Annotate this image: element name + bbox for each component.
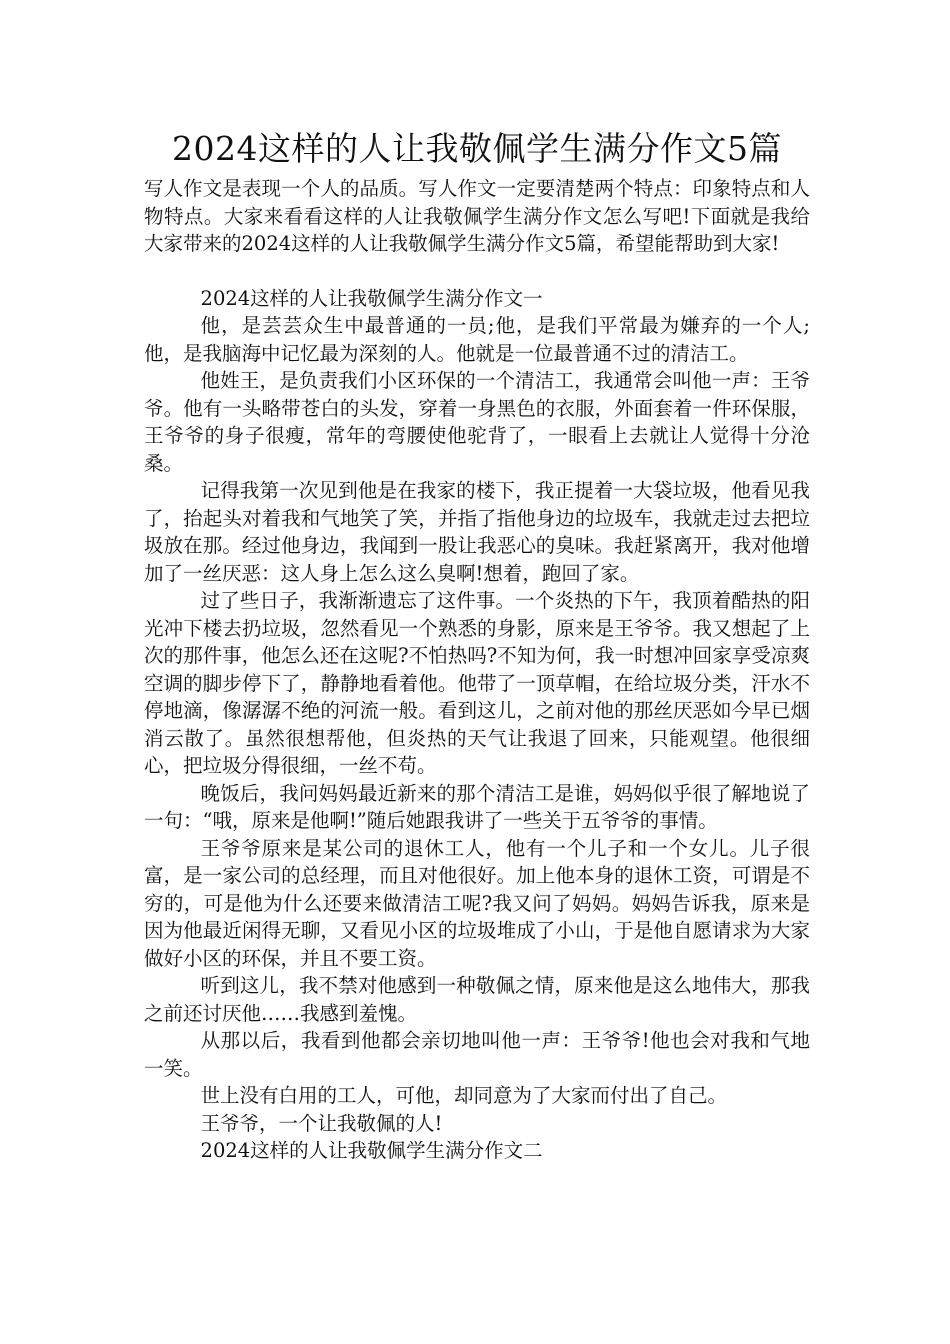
essay-paragraph: 他姓王，是负责我们小区环保的一个清洁工，我通常会叫他一声：王爷爷。他有一头略带苍白的头发，穿着一身黑色的衣服，外面套着一件环保服，王爷爷的身子很瘦，常年的弯腰使他驼背了，一眼看上去就让人觉得十分沧桑。 [144, 369, 810, 475]
essay-paragraph: 记得我第一次见到他是在我家的楼下，我正提着一大袋垃圾，他看见我了，抬起头对着我和气地笑了笑，并指了指他身边的垃圾车，我就走过去把垃圾放在那。经过他身边，我闻到一股让我恶心的臭味。我赶紧离开，我对他增加了一丝厌恶：这人身上怎么这么臭啊!想着，跑回了家。 [144, 479, 810, 585]
essay-paragraph: 从那以后，我看到他都会亲切地叫他一声：王爷爷!他也会对我和气地一笑。 [144, 1029, 810, 1080]
intro-paragraph: 写人作文是表现一个人的品质。写人作文一定要清楚两个特点：印象特点和人物特点。大家来看看这样的人让我敬佩学生满分作文怎么写吧!下面就是我给大家带来的2024这样的人让我敬佩学生满分作文5篇，希望能帮助到大家! [144, 177, 810, 255]
essay-paragraph: 听到这儿，我不禁对他感到一种敬佩之情，原来他是这么地伟大，那我之前还讨厌他……我感到羞愧。 [144, 974, 810, 1025]
section-heading-2: 2024这样的人让我敬佩学生满分作文二 [200, 1139, 543, 1162]
essay-paragraph: 过了些日子，我渐渐遗忘了这件事。一个炎热的下午，我顶着酷热的阳光冲下楼去扔垃圾，忽然看见一个熟悉的身影，原来是王爷爷。我又想起了上次的那件事，他怎么还在这呢?不怕热吗?不知为何，我一时想冲回家享受凉爽空调的脚步停下了，静静地看着他。他带了一顶草帽，在给垃圾分类，汗水不停地滴，像潺潺不绝的河流一般。看到这儿，之前对他的那丝厌恶如今早已烟消云散了。虽然很想帮他，但炎热的天气让我退了回来，只能观望。他很细心，把垃圾分得很细，一丝不苟。 [144, 589, 810, 777]
essay-body [144, 285, 810, 1165]
essay-paragraph: 世上没有白用的工人，可他，却同意为了大家而付出了自己。 [200, 1084, 728, 1107]
section-heading-1: 2024这样的人让我敬佩学生满分作文一 [200, 286, 543, 310]
document-title: 2024这样的人让我敬佩学生满分作文5篇 [172, 129, 782, 168]
essay-paragraph: 晚饭后，我问妈妈最近新来的那个清洁工是谁，妈妈似乎很了解地说了一句：“哦，原来是他啊!”随后她跟我讲了一些关于五爷爷的事情。 [144, 781, 810, 832]
blank-line [144, 258, 810, 285]
document-page [144, 125, 810, 1165]
essay-paragraph: 王爷爷，一个让我敬佩的人! [200, 1111, 443, 1135]
essay-paragraph: 他，是芸芸众生中最普通的一员;他，是我们平常最为嫌弃的一个人;他，是我脑海中记忆最为深刻的人。他就是一位最普通不过的清洁工。 [144, 314, 810, 365]
essay-paragraph: 王爷爷原来是某公司的退休工人，他有一个儿子和一个女儿。儿子很富，是一家公司的总经理，而且对他很好。加上他本身的退休工资，可谓是不穷的，可是他为什么还要来做清洁工呢?我又问了妈妈。妈妈告诉我，原来是因为他最近闲得无聊，又看见小区的垃圾堆成了小山，于是他自愿请求为大家做好小区的环保，并且不要工资。 [144, 836, 810, 970]
